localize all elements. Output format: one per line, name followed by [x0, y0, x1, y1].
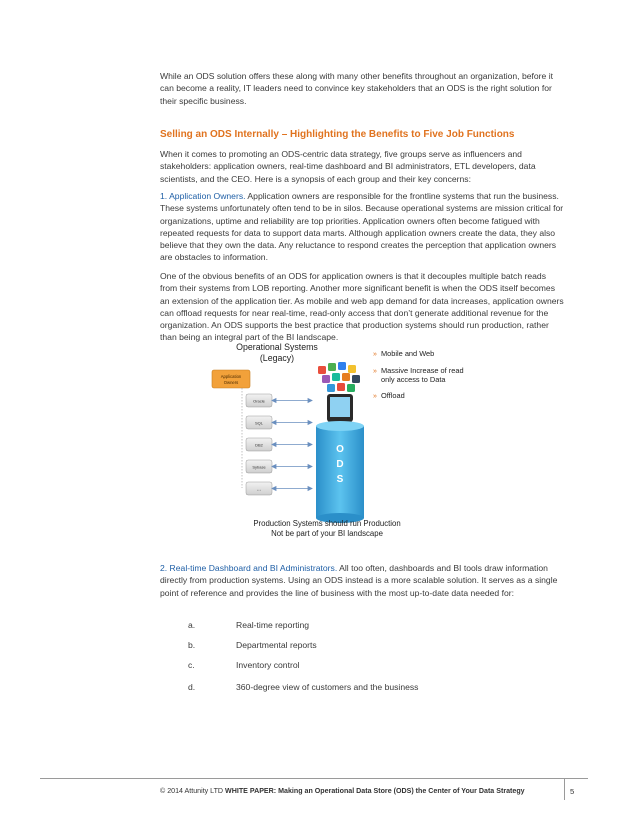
ods-diagram	[200, 338, 464, 550]
svg-text:»: »	[373, 351, 377, 358]
system-box-more	[246, 482, 272, 495]
list-item	[188, 620, 508, 632]
section-intro-paragraph: When it comes to promoting an ODS-centric data strategy, five groups serve as influencers and stakeholders: application owners, real-time dashboard and BI administrators, ETL developers, data scientists, and the CEO. Here is a synopsis of each group and their key concerns:	[160, 149, 536, 184]
mobile-app-icons	[318, 362, 360, 392]
page-number: 5	[570, 787, 575, 796]
system-box-db2	[246, 438, 272, 451]
diagram-title-line2: (Legacy)	[259, 353, 295, 363]
sync-arrows	[272, 399, 312, 491]
bi-administrators-title: 2. Real-time Dashboard and BI Administrators.	[160, 563, 338, 573]
list-item	[188, 682, 508, 694]
application-owners-paragraph	[160, 190, 564, 264]
footer-copyright: © 2014 Attunity LTD	[160, 787, 224, 795]
list-item-letter: a.	[188, 620, 196, 630]
system-label: Sybase	[252, 464, 266, 470]
list-item	[188, 640, 508, 652]
list-item-text: 360-degree view of customers and the business	[236, 682, 419, 692]
list-item-text: Inventory control	[236, 660, 300, 670]
application-owners-badge	[212, 370, 250, 388]
system-box-sybase	[246, 460, 272, 473]
diagram-caption-line1: Production Systems should run Production	[253, 519, 401, 528]
system-label: SQL	[254, 420, 264, 426]
list-item-letter: d.	[188, 682, 196, 692]
svg-text:»: »	[373, 393, 377, 400]
bullet-read-access-line1: Massive Increase of read	[381, 366, 464, 375]
list-item-letter: b.	[188, 640, 196, 650]
ods-benefits-paragraph: One of the obvious benefits of an ODS for application owners is that it decouples multiple batch reads from their systems from LOB reporting. Another more significant benefit is when the ODS itself becomes an extension of the application tier. As mobile and web app demand for data increases, application owners can offload requests for near real-time, read-only access that don’t generate additional revenue for the organization. An ODS supports the best practice that production systems should run production, rather than being an integral part of the BI landscape.	[160, 271, 564, 343]
section-heading: Selling an ODS Internally – Highlighting the Benefits to Five Job Functions	[160, 129, 515, 140]
list-item-text: Departmental reports	[236, 640, 317, 650]
list-item	[188, 660, 508, 672]
application-owners-label-line1: Application	[220, 374, 242, 379]
bullet-offload: Offload	[381, 391, 405, 400]
diagram-title-line1: Operational Systems	[236, 342, 318, 352]
bullet-read-access-line2: only access to Data	[381, 375, 446, 384]
footer-divider	[40, 778, 588, 779]
system-box-sql	[246, 416, 272, 429]
system-label: Oracle	[253, 398, 265, 404]
application-owners-body: Application owners are responsible for the frontline systems that run the business. These systems unfortunately often tend to be in silos. Because operational systems are mission critical for organizations, uptime and reliability are top priorities. Application owners often become fatigued with repeated requests for data to support data marts. Although application owners create the data, they also believe that they own the data. Any reluctance to respond creates the perception that application owners are obstacles to information.	[160, 191, 564, 263]
bi-administrators-paragraph	[160, 562, 564, 599]
list-item-text: Real-time reporting	[236, 620, 310, 630]
svg-text:»: »	[373, 368, 377, 375]
system-label: DB2	[255, 442, 263, 448]
list-item-letter: c.	[188, 660, 195, 670]
ods-letter-o: O	[336, 444, 344, 455]
footer-page-separator	[564, 778, 565, 800]
diagram-caption-line2: Not be part of your BI landscape	[271, 529, 383, 538]
ods-letter-s: S	[336, 474, 344, 485]
system-box-oracle	[246, 394, 272, 407]
bullet-mobile-web: Mobile and Web	[381, 349, 435, 358]
footer-title: WHITE PAPER: Making an Operational Data Store (ODS) the Center of Your Data Strategy	[225, 787, 525, 795]
application-owners-label-line2: Owners	[223, 380, 239, 385]
application-owners-title: 1. Application Owners.	[160, 191, 246, 201]
ods-letter-d: D	[336, 459, 344, 470]
ods-benefit-bullets	[373, 349, 464, 400]
ods-cylinder-icon	[316, 421, 364, 523]
smartphone-icon	[327, 394, 353, 422]
bi-administrators-body: All too often, dashboards and BI tools draw information directly from production systems. Using an ODS instead is a more scalable solution. It serves as a single point of reference and provides the line of business with the most up-to-date data needed for:	[160, 563, 558, 598]
footer-text	[160, 787, 525, 795]
system-label: ...	[256, 486, 262, 493]
intro-paragraph: While an ODS solution offers these along with many other benefits throughout an organization, before it can become a reality, IT leaders need to convince key stakeholders that an ODS is the right solution for their specific business.	[160, 71, 554, 106]
